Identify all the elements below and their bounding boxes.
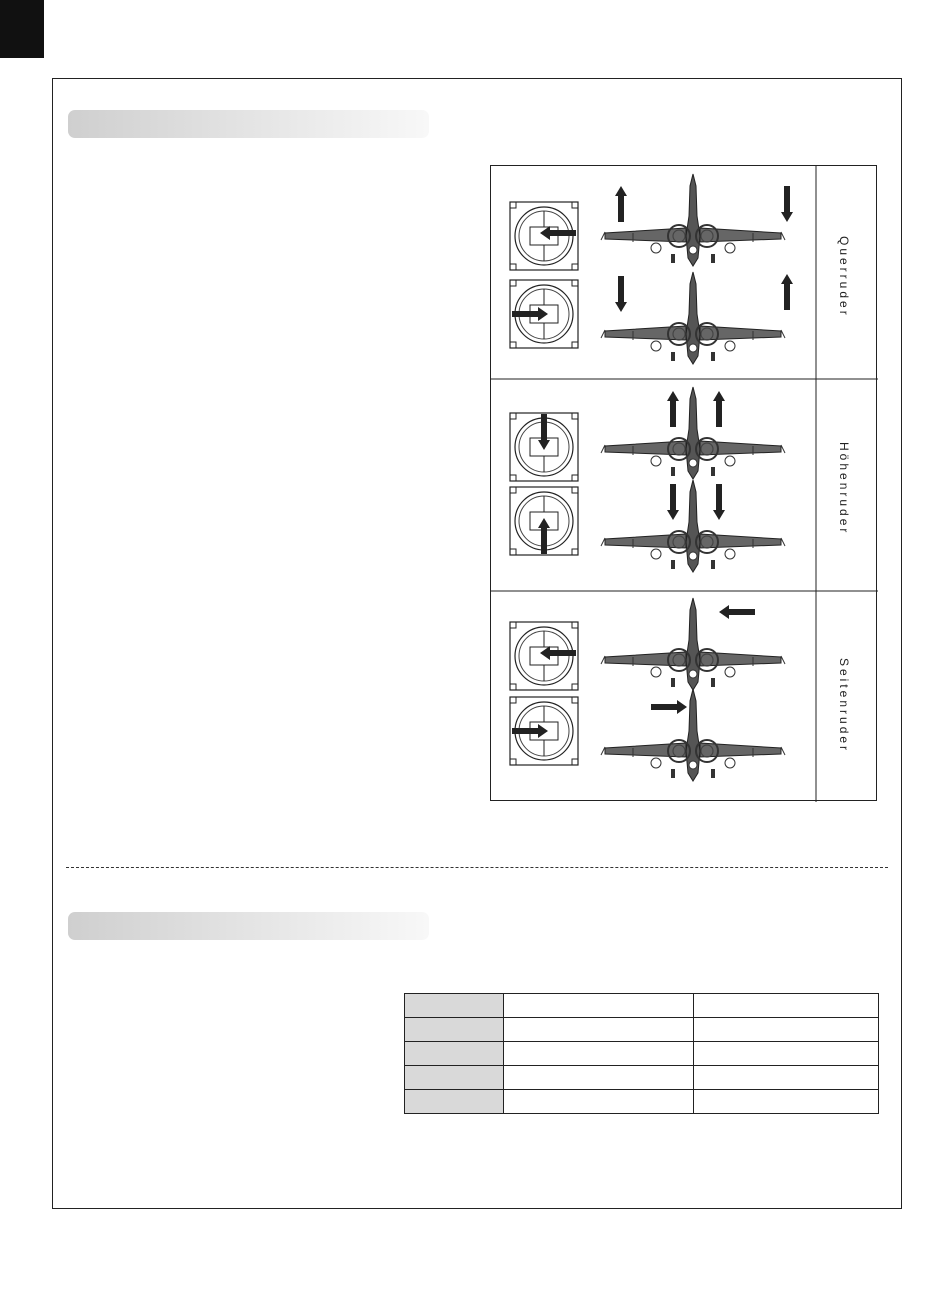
rudder-right-stick [510,697,578,765]
table-cell [405,1018,504,1042]
elevator-up-stick [510,487,578,555]
rudder-right-jet [601,689,785,781]
table-cell [504,1090,694,1114]
table-cell [694,994,879,1018]
table-cell [504,1066,694,1090]
label-querruder: Querruder [837,236,851,318]
page-corner-tab [0,0,44,58]
section-divider [66,867,888,868]
aileron-right-jet [601,174,785,266]
aileron-left-stick [510,280,578,348]
table-row [405,1018,879,1042]
rudder-left-stick [510,622,578,690]
elevator-down-stick [510,413,578,481]
diagram-svg [491,166,878,802]
label-seitenruder: Seitenruder [837,658,851,754]
table-cell [694,1090,879,1114]
table-cell [405,1090,504,1114]
control-direction-diagram [490,165,877,801]
table-cell [694,1066,879,1090]
table-row [405,1066,879,1090]
label-hoehenruder: Höhenruder [837,442,851,536]
rudder-left-jet [601,598,785,690]
aileron-right-stick [510,202,578,270]
rates-table [404,993,879,1114]
section-header-rates [68,912,429,940]
table-cell [405,994,504,1018]
table-cell [504,994,694,1018]
elevator-up-jet [601,480,785,572]
elevator-down-jet [601,387,785,479]
table-cell [504,1018,694,1042]
table-row [405,1090,879,1114]
table-cell [405,1042,504,1066]
table-cell [694,1042,879,1066]
table-cell [694,1018,879,1042]
aileron-left-jet [601,272,785,364]
table-cell [405,1066,504,1090]
table-cell [504,1042,694,1066]
table-row [405,994,879,1018]
section-header-control-direction [68,110,429,138]
table-row [405,1042,879,1066]
